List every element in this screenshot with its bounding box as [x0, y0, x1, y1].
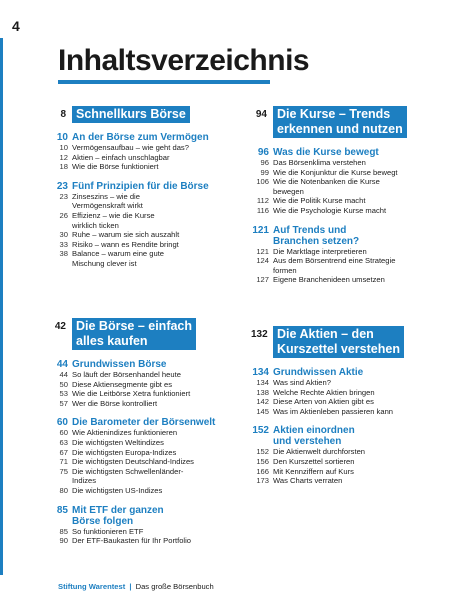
chapter-title-line: Was die Kurse bewegt	[273, 147, 379, 158]
chapter-title-line: Auf Trends und	[273, 224, 347, 236]
toc-item[interactable]	[50, 162, 250, 172]
toc-item-line: Zinseszins – wie die	[72, 191, 140, 201]
toc-item-page-number: 138	[256, 387, 269, 397]
chapter-page-number: 44	[56, 359, 68, 370]
toc-item-page-number: 116	[256, 205, 269, 215]
toc-item-title	[273, 467, 461, 477]
toc-item[interactable]	[50, 438, 250, 448]
section-heading	[251, 326, 461, 358]
toc-item-line: Diese Arten von Aktien gibt es	[273, 397, 374, 407]
footer-book-title: Das große Börsenbuch	[135, 582, 214, 591]
chapter-title	[273, 367, 461, 378]
chapter-title-line: Die Barometer der Börsenwelt	[72, 417, 216, 429]
chapter-title-line: Branchen setzen?	[273, 235, 360, 247]
toc-item-line: Was sind Aktien?	[273, 378, 331, 387]
chapter-title-line: Fünf Prinzipien für die Börse	[72, 180, 209, 192]
toc-item-title	[72, 428, 250, 438]
toc-item-page-number: 112	[256, 196, 269, 206]
toc-item-line: Welche Rechte Aktien bringen	[273, 387, 375, 397]
toc-item-page-number: 60	[59, 428, 68, 438]
toc-item-line: Die Marktlage interpretieren	[273, 246, 367, 256]
toc-item-line: Mit Kennziffern auf Kurs	[273, 466, 354, 476]
chapter-title-line: und verstehen	[273, 436, 342, 448]
toc-item-line: Risiko – wann es Rendite bringt	[72, 239, 179, 249]
toc-item-line: Das Börsenklima verstehen	[273, 158, 366, 167]
toc-item-title	[72, 153, 250, 163]
toc-item[interactable]	[50, 457, 250, 467]
chapter-entry[interactable]	[251, 425, 461, 447]
chapter-page-number: 121	[252, 224, 269, 236]
toc-item-page-number: 23	[59, 191, 68, 201]
toc-item-page-number: 50	[59, 379, 68, 389]
toc-item-title	[273, 247, 461, 257]
toc-item-line: Wer die Börse kontrolliert	[72, 398, 158, 408]
toc-item-title	[273, 275, 461, 285]
section-title-line: Kurszettel verstehen	[277, 342, 400, 356]
toc-item-page-number: 18	[59, 162, 68, 172]
toc-item-page-number: 63	[59, 437, 68, 447]
chapter-entry[interactable]	[50, 505, 250, 527]
section-kurse-trends	[251, 106, 461, 285]
toc-item-page-number: 145	[256, 406, 269, 416]
toc-item-line: Die wichtigsten Deutschland-Indizes	[72, 457, 194, 467]
toc-item[interactable]	[251, 196, 461, 206]
section-schnellkurs	[50, 106, 250, 269]
toc-item-title	[72, 389, 250, 399]
toc-item[interactable]	[251, 158, 461, 168]
chapter-title-line: Grundwissen Börse	[72, 359, 167, 370]
toc-item-title	[273, 378, 461, 388]
toc-item-title	[72, 527, 250, 537]
toc-item-line: Den Kurszettel sortieren	[273, 456, 355, 466]
toc-item-title	[72, 230, 250, 240]
toc-item-line: Der ETF-Baukasten für Ihr Portfolio	[72, 536, 192, 546]
chapter-title	[72, 417, 250, 428]
toc-item-line: So funktionieren ETF	[72, 526, 144, 536]
chapter-title	[273, 147, 461, 158]
toc-item[interactable]	[251, 256, 461, 275]
toc-item[interactable]	[251, 378, 461, 388]
chapter-page-number: 152	[252, 425, 269, 437]
chapter-entry[interactable]	[251, 225, 461, 247]
toc-item[interactable]	[50, 153, 250, 163]
toc-item[interactable]	[50, 399, 250, 409]
page-title: Inhaltsverzeichnis	[58, 44, 310, 77]
toc-item-title	[72, 486, 250, 496]
toc-item-title	[273, 158, 461, 168]
section-page-number: 8	[60, 109, 66, 120]
section-title-line: Schnellkurs Börse	[76, 107, 186, 121]
chapter-entry[interactable]	[50, 132, 250, 143]
section-title-line: Die Börse – einfach	[76, 319, 193, 333]
toc-item[interactable]	[50, 370, 250, 380]
toc-item-line: So läuft der Börsenhandel heute	[72, 370, 181, 379]
toc-item[interactable]	[50, 143, 250, 153]
toc-item-title	[273, 206, 461, 216]
toc-item-line: Balance – warum eine gute	[72, 249, 165, 259]
toc-item-page-number: 67	[59, 447, 68, 457]
toc-item-page-number: 166	[256, 466, 269, 476]
toc-item-title	[72, 457, 250, 467]
toc-item[interactable]	[50, 428, 250, 438]
toc-item-line: Wie die Politik Kurse macht	[273, 196, 366, 206]
section-page-number: 94	[255, 109, 267, 120]
toc-item[interactable]	[50, 249, 250, 268]
toc-item[interactable]	[50, 380, 250, 390]
footer-separator: |	[129, 582, 132, 591]
toc-item[interactable]	[251, 457, 461, 467]
side-accent-rule	[0, 38, 3, 575]
toc-item[interactable]	[251, 467, 461, 477]
section-title-line: erkennen und nutzen	[277, 122, 403, 136]
chapter-title-line: Grundwissen Aktie	[273, 367, 364, 378]
toc-item-title	[273, 407, 461, 417]
chapter-entry[interactable]	[50, 417, 250, 428]
chapter-title	[72, 132, 250, 143]
toc-item-line: Wie die Börse funktioniert	[72, 162, 159, 172]
section-heading	[50, 106, 250, 123]
toc-item[interactable]	[251, 168, 461, 178]
chapter-page-number: 96	[257, 147, 269, 158]
toc-item-page-number: 57	[59, 398, 68, 408]
toc-item-page-number: 38	[59, 249, 68, 259]
toc-item-page-number: 85	[59, 526, 68, 536]
toc-item[interactable]	[50, 448, 250, 458]
toc-item-page-number: 121	[256, 246, 269, 256]
toc-item-page-number: 44	[59, 370, 68, 379]
toc-item-title	[273, 397, 461, 407]
toc-item-line: Aktien – einfach unschlagbar	[72, 152, 170, 162]
toc-item-title	[72, 536, 250, 546]
toc-item-title	[273, 388, 461, 398]
chapter-title	[273, 225, 461, 247]
toc-item-page-number: 127	[256, 275, 269, 285]
title-underline	[58, 80, 270, 84]
toc-item-title	[273, 447, 461, 457]
toc-item-title	[273, 256, 461, 275]
toc-item[interactable]	[251, 247, 461, 257]
toc-item[interactable]	[50, 230, 250, 240]
toc-item-page-number: 71	[59, 457, 68, 467]
toc-item[interactable]	[251, 206, 461, 216]
section-heading	[50, 318, 250, 350]
toc-item-page-number: 99	[260, 167, 269, 177]
toc-item-line: Die wichtigsten Schwellenländer-	[72, 466, 184, 476]
chapter-page-number: 23	[56, 180, 68, 192]
toc-item-line: Was im Aktienleben passieren kann	[273, 406, 394, 416]
toc-item-title	[273, 476, 461, 486]
toc-item-title	[72, 370, 250, 380]
section-aktien	[251, 326, 461, 486]
chapter-title	[72, 359, 250, 370]
toc-item[interactable]	[251, 275, 461, 285]
toc-item-page-number: 124	[256, 256, 269, 266]
toc-item-page-number: 30	[59, 230, 68, 240]
toc-item-line: Diese Aktiensegmente gibt es	[72, 379, 173, 389]
toc-item-line: Ruhe – warum sie sich auszahlt	[72, 230, 180, 240]
toc-item-page-number: 152	[256, 447, 269, 457]
toc-item-line: Vermögenskraft wirkt	[72, 201, 143, 211]
toc-item-title	[72, 162, 250, 172]
toc-item-title	[273, 196, 461, 206]
toc-item[interactable]	[50, 527, 250, 537]
toc-item[interactable]	[251, 407, 461, 417]
toc-item-line: Wie die Psychologie Kurse macht	[273, 205, 387, 215]
section-boerse-kaufen	[50, 318, 250, 546]
toc-item-title	[72, 380, 250, 390]
section-title	[273, 326, 404, 358]
footer	[58, 582, 214, 591]
section-heading	[251, 106, 461, 138]
toc-item[interactable]	[50, 467, 250, 486]
toc-item-page-number: 96	[260, 158, 269, 167]
toc-item[interactable]	[50, 486, 250, 496]
toc-item[interactable]	[251, 177, 461, 196]
toc-item-page-number: 12	[59, 152, 68, 162]
chapter-title	[72, 181, 250, 192]
chapter-page-number: 85	[56, 504, 68, 516]
toc-item-page-number: 156	[256, 456, 269, 466]
toc-item-title	[273, 177, 461, 196]
toc-item-title	[72, 249, 250, 268]
chapter-title-line: Aktien einordnen	[273, 425, 355, 437]
toc-item-page-number: 134	[256, 378, 269, 387]
toc-item-title	[72, 240, 250, 250]
toc-item-page-number: 10	[59, 143, 68, 152]
section-title	[72, 106, 190, 123]
toc-item[interactable]	[251, 388, 461, 398]
toc-item-line: wirklich ticken	[72, 220, 119, 230]
toc-item-page-number: 90	[59, 536, 68, 546]
toc-item[interactable]	[50, 192, 250, 211]
toc-item-page-number: 173	[256, 476, 269, 486]
toc-item-page-number: 53	[59, 389, 68, 399]
toc-item-page-number: 75	[59, 466, 68, 476]
chapter-page-number: 134	[252, 367, 269, 378]
section-title	[72, 318, 196, 350]
toc-item[interactable]	[50, 389, 250, 399]
toc-item-page-number: 33	[59, 239, 68, 249]
toc-item[interactable]	[50, 240, 250, 250]
toc-item-line: Vermögensaufbau – wie geht das?	[72, 143, 189, 152]
toc-item-page-number: 142	[256, 397, 269, 407]
toc-item-line: Wie die Notenbanken die Kurse	[273, 177, 380, 187]
chapter-entry[interactable]	[251, 367, 461, 378]
toc-item-title	[72, 448, 250, 458]
toc-item[interactable]	[50, 211, 250, 230]
toc-item[interactable]	[251, 476, 461, 486]
section-title	[273, 106, 407, 138]
chapter-title-line: Mit ETF der ganzen	[72, 504, 164, 516]
toc-item-line: bewegen	[273, 186, 304, 196]
toc-item-title	[72, 211, 250, 230]
toc-item-line: Die wichtigsten US-Indizes	[72, 485, 163, 495]
toc-item-line: Eigene Branchenideen umsetzen	[273, 275, 385, 285]
toc-item-line: Wie die Leitbörse Xetra funktioniert	[72, 389, 191, 399]
toc-item-title	[72, 467, 250, 486]
chapter-page-number: 60	[56, 417, 68, 429]
toc-item-line: Aus dem Börsentrend eine Strategie	[273, 256, 396, 266]
chapter-entry[interactable]	[50, 181, 250, 192]
chapter-entry[interactable]	[50, 359, 250, 370]
section-title-line: Die Aktien – den	[277, 327, 374, 341]
toc-item-line: Wie Aktienindizes funktionieren	[72, 428, 178, 438]
toc-item-title	[72, 399, 250, 409]
toc-item-line: Effizienz – wie die Kurse	[72, 210, 155, 220]
toc-item-line: formen	[273, 265, 297, 275]
chapter-title-line: Börse folgen	[72, 515, 134, 527]
toc-item-line: Die wichtigsten Weltindizes	[72, 437, 164, 447]
toc-item-title	[72, 438, 250, 448]
toc-item-line: Was Charts verraten	[273, 476, 343, 486]
toc-item-title	[72, 143, 250, 153]
chapter-page-number: 10	[56, 132, 68, 143]
toc-item-line: Indizes	[72, 476, 97, 486]
page-number: 4	[12, 18, 20, 34]
section-page-number: 132	[251, 329, 268, 340]
toc-item-line: Die Aktienwelt durchforsten	[273, 447, 366, 457]
toc-item-page-number: 106	[256, 177, 269, 187]
toc-item-page-number: 26	[59, 210, 68, 220]
chapter-title	[273, 425, 461, 447]
toc-item-title	[273, 457, 461, 467]
section-title-line: alles kaufen	[76, 334, 148, 348]
section-page-number: 42	[54, 321, 66, 332]
toc-item[interactable]	[251, 397, 461, 407]
toc-item-line: Wie die Konjunktur die Kurse bewegt	[273, 167, 398, 177]
chapter-title	[72, 505, 250, 527]
chapter-title-line: An der Börse zum Vermögen	[72, 132, 209, 143]
toc-item-title	[72, 192, 250, 211]
toc-item-line: Die wichtigsten Europa-Indizes	[72, 447, 177, 457]
section-title-line: Die Kurse – Trends	[277, 107, 391, 121]
footer-brand: Stiftung Warentest	[58, 582, 126, 591]
toc-item-title	[273, 168, 461, 178]
toc-item[interactable]	[50, 536, 250, 546]
toc-item-page-number: 80	[59, 485, 68, 495]
toc-item-line: Mischung clever ist	[72, 258, 137, 268]
chapter-entry[interactable]	[251, 147, 461, 158]
toc-item[interactable]	[251, 447, 461, 457]
